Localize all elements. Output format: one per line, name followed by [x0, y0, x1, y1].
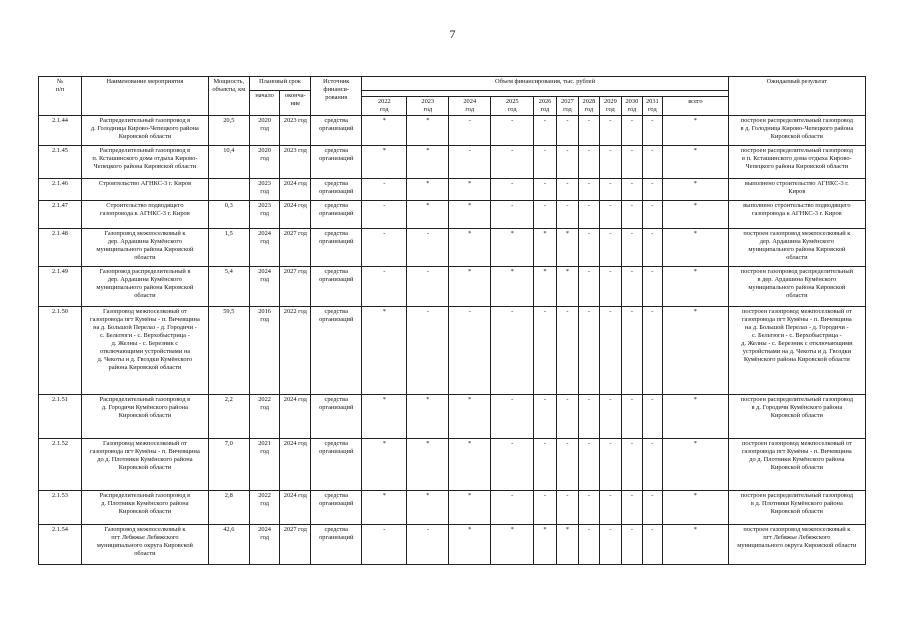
funding-year-mark: - — [491, 491, 534, 525]
funding-year-mark: * — [407, 439, 449, 491]
funding-year-mark: - — [362, 179, 407, 201]
funding-year-mark: * — [556, 525, 579, 565]
funding-year-mark: - — [579, 146, 599, 179]
start-year: 2016 год — [249, 307, 280, 395]
funding-year-mark: - — [642, 267, 662, 307]
funding-source: средства организаций — [311, 525, 362, 565]
funding-year-mark: - — [491, 116, 534, 146]
funding-year-mark: - — [642, 491, 662, 525]
funding-year-mark: - — [642, 116, 662, 146]
row-number: 2.1.54 — [39, 525, 82, 565]
header-year-total: всего — [663, 97, 729, 116]
event-name: Строительство подводящего газопровода к АГНКС-3 г. Киров — [81, 201, 208, 229]
header-name: Наименование мероприятия — [81, 77, 208, 116]
header-year: 2027 год — [556, 97, 579, 116]
funding-year-mark: - — [491, 179, 534, 201]
funding-year-mark: * — [449, 201, 491, 229]
row-number: 2.1.50 — [39, 307, 82, 395]
funding-year-mark: - — [534, 307, 557, 395]
start-year: 2022 год — [249, 395, 280, 439]
table-row — [39, 307, 866, 395]
funding-year-mark: - — [599, 395, 622, 439]
funding-year-mark: * — [449, 491, 491, 525]
funding-year-mark: * — [449, 395, 491, 439]
funding-year-mark: - — [642, 201, 662, 229]
funding-year-mark: * — [449, 439, 491, 491]
table-row — [39, 267, 866, 307]
header-start: начало — [249, 91, 280, 116]
funding-year-mark: * — [362, 395, 407, 439]
header-year: 2022 год — [362, 97, 407, 116]
header-source: Источник финанси- рования — [311, 77, 362, 116]
funding-year-mark: - — [407, 525, 449, 565]
row-number: 2.1.48 — [39, 229, 82, 267]
funding-year-mark: * — [534, 229, 557, 267]
funding-year-mark: - — [556, 146, 579, 179]
end-year: 2027 год — [280, 267, 311, 307]
funding-year-mark: * — [407, 395, 449, 439]
funding-year-mark: * — [556, 229, 579, 267]
funding-year-mark: - — [534, 146, 557, 179]
end-year: 2027 год — [280, 229, 311, 267]
start-year: 2024 год — [249, 525, 280, 565]
funding-source: средства организаций — [311, 201, 362, 229]
funding-year-mark: * — [449, 525, 491, 565]
funding-source: средства организаций — [311, 439, 362, 491]
funding-year-mark: - — [642, 179, 662, 201]
row-number: 2.1.51 — [39, 395, 82, 439]
funding-year-mark: - — [556, 307, 579, 395]
table-row — [39, 395, 866, 439]
funding-year-mark: - — [642, 307, 662, 395]
funding-year-mark: * — [449, 229, 491, 267]
end-year: 2027 год — [280, 525, 311, 565]
funding-year-mark: - — [362, 229, 407, 267]
event-name: Газопровод распределительный в дер. Ардашина Кумёнского муниципального района Кировской области — [81, 267, 208, 307]
capacity: 5,4 — [208, 267, 249, 307]
end-year: 2023 год — [280, 116, 311, 146]
funding-year-mark: - — [491, 439, 534, 491]
header-year: 2030 год — [622, 97, 642, 116]
funding-year-mark: - — [491, 307, 534, 395]
funding-year-mark: * — [491, 525, 534, 565]
table-row — [39, 179, 866, 201]
expected-result: построен газопровод распределительный в дер. Ардашина Кумёнского муниципального района Кировской области — [728, 267, 865, 307]
capacity: 10,4 — [208, 146, 249, 179]
funding-year-mark: * — [534, 267, 557, 307]
funding-year-mark: * — [407, 146, 449, 179]
expected-result: построен распределительный газопровод в д. Плотники Кумёнского района Кировской области — [728, 491, 865, 525]
funding-year-mark: - — [362, 267, 407, 307]
funding-source: средства организаций — [311, 229, 362, 267]
start-year: 2024 год — [249, 267, 280, 307]
capacity: 2,2 — [208, 395, 249, 439]
header-year: 2028 год — [579, 97, 599, 116]
row-number: 2.1.49 — [39, 267, 82, 307]
header-capacity: Мощность, объекты, км — [208, 77, 249, 116]
start-year: 2022 год — [249, 491, 280, 525]
row-number: 2.1.53 — [39, 491, 82, 525]
funding-year-mark: - — [599, 201, 622, 229]
capacity: 42,6 — [208, 525, 249, 565]
funding-year-mark: - — [599, 439, 622, 491]
funding-year-mark: - — [407, 229, 449, 267]
event-name: Газопровод межпоселковый от газопровода пгт Кумёны - п. Вичевщина на д. Большой Перелаз - д. Городичи - с. Бельтюги - с. Верхобыстрица - д. Желны - с. Березник с отключающими устройствами на д. Чекоты и д. Гвоздки Кумёнского района Кировской области — [81, 307, 208, 395]
funding-year-mark: - — [579, 439, 599, 491]
funding-year-mark: - — [642, 525, 662, 565]
funding-source: средства организаций — [311, 267, 362, 307]
funding-year-mark: - — [556, 439, 579, 491]
header-year: 2029 год — [599, 97, 622, 116]
funding-year-mark: - — [449, 146, 491, 179]
end-year: 2024 год — [280, 395, 311, 439]
funding-year-mark: - — [642, 439, 662, 491]
funding-total-mark: * — [663, 201, 729, 229]
expected-result: построен распределительный газопровод в д. Голодница Кирово-Чепецкого района Кировской области — [728, 116, 865, 146]
header-funding: Объем финансирования, тыс. рублей — [362, 77, 728, 91]
funding-year-mark: * — [362, 116, 407, 146]
funding-year-mark: - — [599, 179, 622, 201]
table-row — [39, 146, 866, 179]
header-year: 2023 год — [407, 97, 449, 116]
funding-year-mark: - — [449, 307, 491, 395]
row-number: 2.1.46 — [39, 179, 82, 201]
row-number: 2.1.52 — [39, 439, 82, 491]
capacity: 59,5 — [208, 307, 249, 395]
start-year: 2023 год — [249, 201, 280, 229]
header-year: 2026 год — [534, 97, 557, 116]
funding-year-mark: * — [362, 146, 407, 179]
funding-year-mark: - — [491, 395, 534, 439]
funding-year-mark: - — [579, 267, 599, 307]
funding-year-mark: * — [407, 201, 449, 229]
funding-total-mark: * — [663, 491, 729, 525]
event-name: Газопровод межпоселковый от газопровода пгт Кумёны - п. Вичевщина до д. Плотники Кумёнского района Кировской области — [81, 439, 208, 491]
start-year: 2020 год — [249, 146, 280, 179]
row-number: 2.1.44 — [39, 116, 82, 146]
expected-result: построен газопровод межпоселковый от газопровода пгт Кумёны - п. Вичевщина до д. Плотники Кумёнского района Кировской области — [728, 439, 865, 491]
start-year: 2024 год — [249, 229, 280, 267]
funding-source: средства организаций — [311, 395, 362, 439]
capacity: 7,0 — [208, 439, 249, 491]
expected-result: выполнено строительство подводящего газопровода к АГНКС-3 г. Киров — [728, 201, 865, 229]
funding-total-mark: * — [663, 179, 729, 201]
funding-total-mark: * — [663, 395, 729, 439]
header-planned-term: Плановый срок — [249, 77, 310, 91]
funding-year-mark: - — [622, 439, 642, 491]
table-row — [39, 116, 866, 146]
funding-year-mark: - — [599, 116, 622, 146]
funding-year-mark: - — [599, 525, 622, 565]
funding-year-mark: - — [556, 491, 579, 525]
funding-total-mark: * — [663, 307, 729, 395]
expected-result: построен распределительный газопровод в п. Ксташинского дома отдыха Кирово- Чепецкого района Кировской области — [728, 146, 865, 179]
funding-year-mark: - — [407, 307, 449, 395]
header-result: Ожидаемый результат — [728, 77, 865, 116]
funding-year-mark: - — [556, 116, 579, 146]
funding-total-mark: * — [663, 229, 729, 267]
start-year: 2021 год — [249, 439, 280, 491]
funding-year-mark: - — [622, 491, 642, 525]
event-name: Распределительный газопровод в д. Голодница Кирово-Чепецкого района Кировской области — [81, 116, 208, 146]
funding-year-mark: - — [622, 267, 642, 307]
header-end: оконча- ние — [280, 91, 311, 116]
end-year: 2024 год — [280, 439, 311, 491]
row-number: 2.1.47 — [39, 201, 82, 229]
funding-year-mark: - — [622, 146, 642, 179]
funding-year-mark: - — [622, 525, 642, 565]
funding-year-mark: - — [642, 229, 662, 267]
capacity: 20,5 — [208, 116, 249, 146]
funding-total-mark: * — [663, 439, 729, 491]
funding-year-mark: - — [362, 201, 407, 229]
start-year: 2023 год — [249, 179, 280, 201]
end-year: 2022 год — [280, 307, 311, 395]
funding-year-mark: - — [579, 201, 599, 229]
funding-year-mark: - — [622, 116, 642, 146]
funding-year-mark: - — [534, 116, 557, 146]
funding-table — [38, 76, 866, 565]
event-name: Газопровод межпоселковый к пгт Лебяжье Лебяжского муниципального округа Кировской области — [81, 525, 208, 565]
page-number: 7 — [449, 27, 456, 41]
funding-total-mark: * — [663, 116, 729, 146]
funding-year-mark: - — [362, 525, 407, 565]
funding-year-mark: - — [556, 395, 579, 439]
funding-year-mark: - — [534, 439, 557, 491]
funding-source: средства организаций — [311, 307, 362, 395]
funding-year-mark: - — [534, 179, 557, 201]
capacity — [208, 179, 249, 201]
funding-source: средства организаций — [311, 116, 362, 146]
header-year: 2025 год — [491, 97, 534, 116]
funding-source: средства организаций — [311, 146, 362, 179]
table-row — [39, 439, 866, 491]
funding-year-mark: - — [407, 267, 449, 307]
event-name: Газопровод межпоселковый к дер. Ардашина Кумёнского муниципального района Кировской области — [81, 229, 208, 267]
expected-result: построен газопровод межпоселковый к дер. Ардашина Кумёнского муниципального района Кировской области — [728, 229, 865, 267]
header-year: 2024 год — [449, 97, 491, 116]
end-year: 2023 год — [280, 146, 311, 179]
end-year: 2024 год — [280, 201, 311, 229]
start-year: 2020 год — [249, 116, 280, 146]
funding-year-mark: - — [622, 395, 642, 439]
funding-year-mark: - — [579, 395, 599, 439]
header-num: № п/п — [39, 77, 82, 116]
table-row — [39, 491, 866, 525]
funding-year-mark: * — [407, 491, 449, 525]
funding-year-mark: - — [491, 146, 534, 179]
funding-year-mark: * — [491, 229, 534, 267]
funding-total-mark: * — [663, 525, 729, 565]
funding-year-mark: - — [556, 179, 579, 201]
funding-year-mark: - — [622, 307, 642, 395]
funding-year-mark: - — [622, 229, 642, 267]
funding-source: средства организаций — [311, 491, 362, 525]
funding-year-mark: * — [534, 525, 557, 565]
funding-year-mark: * — [449, 179, 491, 201]
funding-year-mark: - — [622, 201, 642, 229]
funding-total-mark: * — [663, 146, 729, 179]
event-name: Распределительный газопровод в п. Ксташинского дома отдыха Кирово- Чепецкого района Кировской области — [81, 146, 208, 179]
funding-year-mark: - — [599, 146, 622, 179]
expected-result: построен газопровод межпоселковый к пгт Лебяжье Лебяжского муниципального округа Кировской области — [728, 525, 865, 565]
funding-year-mark: - — [579, 307, 599, 395]
funding-year-mark: - — [622, 179, 642, 201]
table-row — [39, 229, 866, 267]
expected-result: выполнено строительство АГНКС-3 г. Киров — [728, 179, 865, 201]
funding-year-mark: - — [579, 179, 599, 201]
funding-year-mark: * — [556, 267, 579, 307]
funding-year-mark: - — [642, 395, 662, 439]
funding-year-mark: * — [407, 116, 449, 146]
funding-year-mark: - — [491, 201, 534, 229]
funding-year-mark: - — [534, 395, 557, 439]
funding-year-mark: - — [579, 116, 599, 146]
funding-year-mark: * — [362, 439, 407, 491]
funding-year-mark: * — [362, 307, 407, 395]
funding-year-mark: - — [556, 201, 579, 229]
funding-year-mark: - — [642, 146, 662, 179]
event-name: Распределительный газопровод в д. Городичи Кумёнского района Кировской области — [81, 395, 208, 439]
end-year: 2024 год — [280, 179, 311, 201]
table-row — [39, 201, 866, 229]
expected-result: построен газопровод межпоселковый от газопровода пгт Кумёны - п. Вичевщина на д. Большой Перелаз - д. Городичи - с. Бельтюги - с. Верхобыстрица - д. Желны - с. Березник с отключающими устройствами на д. Чекоты и д. Гвоздки Кумёнского района Кировской области — [728, 307, 865, 395]
table-row — [39, 525, 866, 565]
funding-year-mark: * — [449, 267, 491, 307]
expected-result: построен распределительный газопровод в д. Городичи Кумёнского района Кировской области — [728, 395, 865, 439]
funding-year-mark: - — [579, 229, 599, 267]
funding-year-mark: - — [579, 491, 599, 525]
event-name: Строительство АГНКС-3 г. Киров — [81, 179, 208, 201]
capacity: 2,8 — [208, 491, 249, 525]
funding-year-mark: - — [449, 116, 491, 146]
funding-year-mark: - — [534, 201, 557, 229]
funding-total-mark: * — [663, 267, 729, 307]
funding-year-mark: * — [491, 267, 534, 307]
capacity: 1,5 — [208, 229, 249, 267]
funding-year-mark: - — [599, 307, 622, 395]
row-number: 2.1.45 — [39, 146, 82, 179]
funding-year-mark: - — [534, 491, 557, 525]
funding-source: средства организаций — [311, 179, 362, 201]
funding-year-mark: * — [362, 491, 407, 525]
funding-year-mark: - — [599, 491, 622, 525]
end-year: 2024 год — [280, 491, 311, 525]
capacity: 0,3 — [208, 201, 249, 229]
funding-year-mark: - — [599, 229, 622, 267]
funding-year-mark: * — [407, 179, 449, 201]
header-year: 2031 год — [642, 97, 662, 116]
funding-year-mark: - — [599, 267, 622, 307]
event-name: Распределительный газопровод в д. Плотники Кумёнского района Кировской области — [81, 491, 208, 525]
funding-year-mark: - — [579, 525, 599, 565]
